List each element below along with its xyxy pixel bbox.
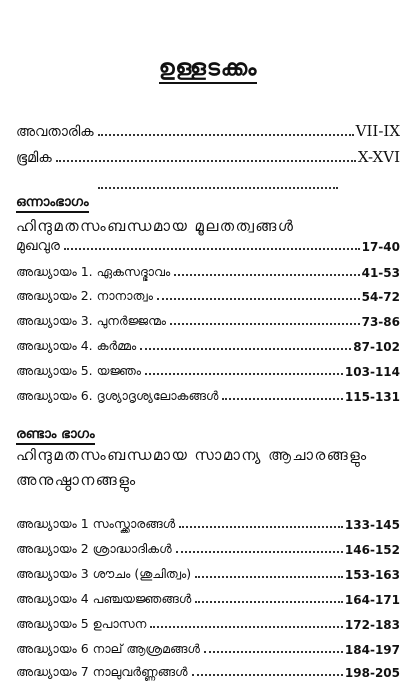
dot-leader — [98, 133, 354, 136]
toc-entry[interactable] — [16, 637, 400, 657]
dot-leader — [195, 575, 343, 578]
toc-entry-label: അദ്ധ്യായം 5. യജ്ഞം — [16, 363, 142, 378]
dot-leader — [192, 673, 343, 676]
dot-leader — [150, 625, 343, 628]
part1-heading: ഒന്നാംഭാഗം — [16, 194, 89, 213]
toc-entry-label: അദ്ധ്യായം 2. നാനാത്വം — [16, 288, 153, 303]
toc-entry-label: അദ്ധ്യായം 7 നാലുവർണ്ണങ്ങൾ — [16, 664, 188, 679]
part2-heading: രണ്ടാം ഭാഗം — [16, 426, 95, 445]
toc-entry-label: അദ്ധ്യായം 1 സംസ്ക്കാരങ്ങൾ — [16, 516, 176, 531]
toc-entry[interactable] — [16, 384, 400, 404]
page-title-text: ഉള്ളടക്കം — [159, 56, 258, 84]
toc-entry-label: അദ്ധ്യായം 6 നാല് ആശ്രമങ്ങൾ — [16, 641, 200, 656]
toc-entry-label: അദ്ധ്യായം 3 ശൗചം (ശുചിത്വം) — [16, 566, 192, 581]
toc-entry[interactable] — [16, 512, 400, 532]
toc-entry-label: അദ്ധ്യായം 3. പുനർജ്ജന്മം — [16, 313, 167, 328]
dot-leader — [222, 397, 342, 400]
dot-leader — [98, 186, 338, 189]
toc-entry[interactable] — [16, 334, 400, 354]
dot-leader — [157, 297, 360, 300]
toc-entry[interactable] — [16, 587, 400, 607]
dot-leader — [195, 600, 343, 603]
dot-leader — [204, 650, 343, 653]
toc-entry[interactable] — [16, 234, 400, 254]
part1-title: ഹിന്ദുമതസംബന്ധമായ മൂലതത്വങ്ങൾ — [16, 217, 295, 235]
toc-entry-label: അദ്ധ്യായം 5 ഉപാസന — [16, 616, 147, 631]
dot-leader — [176, 550, 343, 553]
toc-entry[interactable] — [16, 284, 400, 304]
toc-entry-page: 164-171 — [344, 593, 400, 607]
dot-leader — [174, 273, 359, 276]
toc-entry-page: 73-86 — [361, 315, 400, 329]
toc-entry-label: അദ്ധ്യായം 6. ദൃശ്യാദൃശ്യലോകങ്ങൾ — [16, 388, 219, 403]
toc-entry-foreword[interactable] — [16, 120, 400, 140]
toc-entry-label: അവതാരിക — [16, 124, 94, 140]
toc-entry-page: 17-40 — [361, 240, 400, 254]
toc-entry-page: 146-152 — [344, 543, 400, 557]
toc-entry-page: 41-53 — [361, 266, 400, 280]
toc-entry-page: VII-IX — [355, 122, 400, 140]
toc-entry[interactable] — [16, 260, 400, 280]
toc-entry-page: 184-197 — [344, 643, 400, 657]
toc-entry-label: അദ്ധ്യായം 4 പഞ്ചയജ്ഞങ്ങൾ — [16, 591, 192, 606]
toc-entry[interactable] — [16, 660, 400, 680]
dot-leader — [140, 347, 351, 350]
toc-entry-label: ഭൂമിക — [16, 150, 52, 166]
toc-entry-label: അദ്ധ്യായം 2 ശ്രാദ്ധാദികൾ — [16, 541, 172, 556]
toc-entry-page: 133-145 — [344, 518, 400, 532]
dot-leader — [56, 159, 356, 162]
toc-entry-page: 54-72 — [361, 290, 400, 304]
toc-entry-page: 115-131 — [344, 390, 400, 404]
toc-entry-page: 153-163 — [344, 568, 400, 582]
toc-entry-page: 103-114 — [344, 365, 400, 379]
toc-entry-page: 87-102 — [353, 340, 400, 354]
toc-entry-label: അദ്ധ്യായം 4. കർമ്മം — [16, 338, 137, 353]
dot-leader — [64, 247, 360, 250]
toc-entry-page: 198-205 — [344, 666, 400, 680]
toc-entry-preface[interactable] — [16, 146, 400, 166]
toc-entry[interactable] — [16, 562, 400, 582]
toc-entry[interactable] — [16, 537, 400, 557]
toc-entry-label: മുഖവുര — [16, 238, 60, 254]
toc-entry-page: X-XVI — [357, 148, 400, 166]
page-title — [0, 56, 416, 81]
toc-entry-page: 172-183 — [344, 618, 400, 632]
dot-leader — [145, 372, 343, 375]
part2-title-line1: ഹിന്ദുമതസംബന്ധമായ സാമാന്യ ആചാരങ്ങളും — [16, 446, 368, 464]
toc-entry[interactable] — [16, 309, 400, 329]
dot-leader — [179, 525, 343, 528]
toc-entry-label: അദ്ധ്യായം 1. ഏകസദ്ഭാവം — [16, 264, 171, 279]
toc-entry[interactable] — [16, 612, 400, 632]
toc-entry[interactable] — [16, 359, 400, 379]
dot-leader — [170, 322, 360, 325]
part2-title-line2: അനുഷ്ഠാനങ്ങളും — [16, 471, 137, 489]
